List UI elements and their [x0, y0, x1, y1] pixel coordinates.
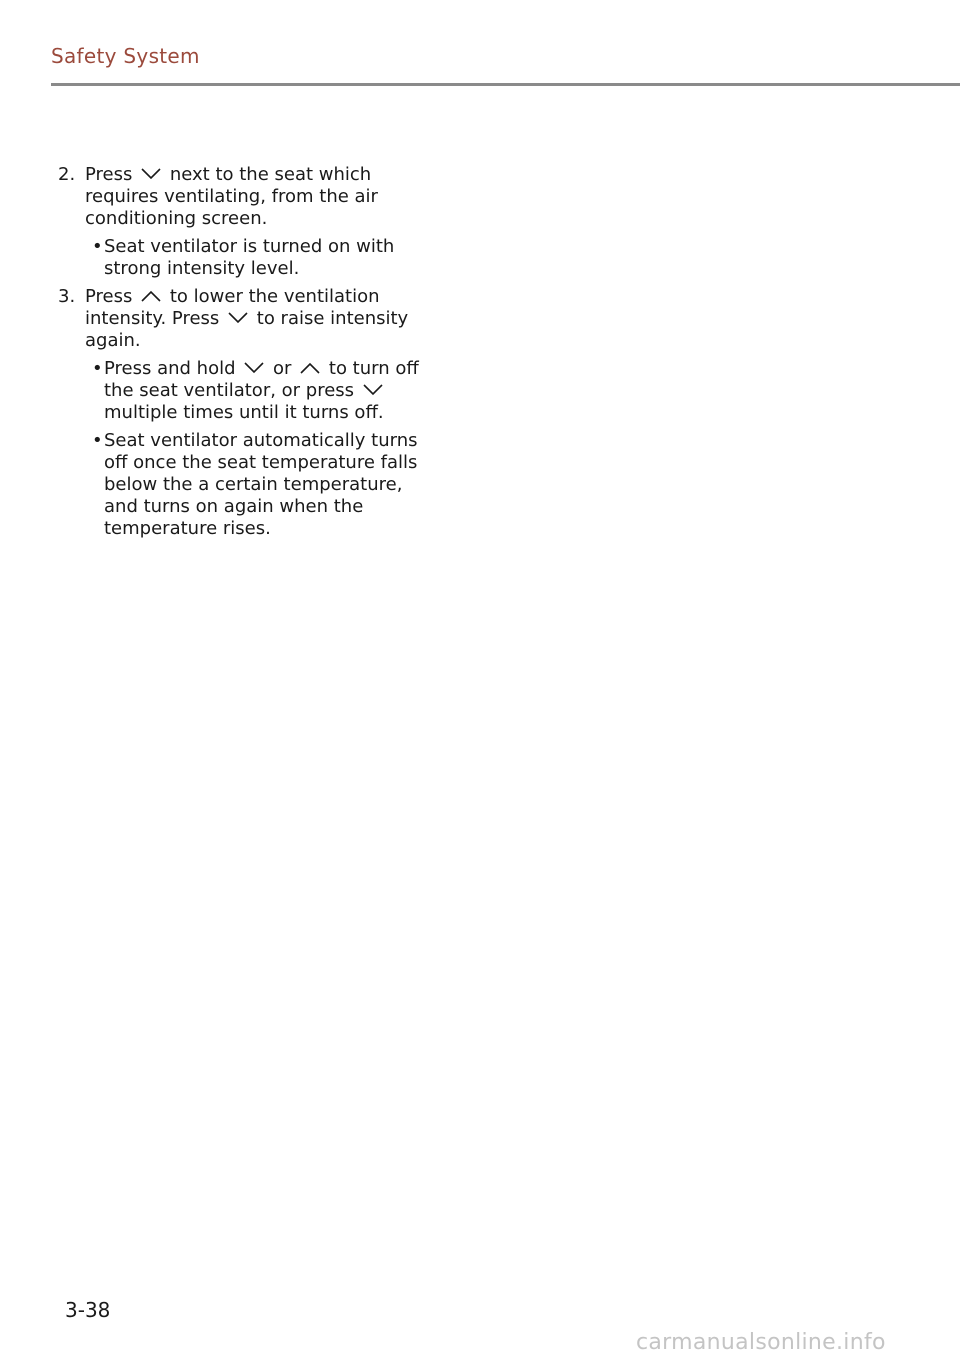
bullet-text: Press and hold	[104, 358, 236, 379]
watermark: carmanualsonline.info	[636, 1330, 886, 1355]
bullet-item	[85, 236, 438, 280]
step-number: 2.	[58, 164, 76, 185]
bullet-marker: •	[92, 236, 103, 257]
bullet-marker: •	[92, 358, 103, 379]
bullet-marker: •	[92, 430, 103, 451]
bullet-text: Seat ventilator is turned on with strong intensity level.	[104, 236, 395, 279]
chevron-down-icon	[140, 167, 162, 181]
chevron-down-icon	[362, 383, 384, 397]
step-text: to raise intensity again.	[85, 308, 409, 351]
page-number: 3-38	[65, 1298, 111, 1322]
step-text: next to the seat which requires ventilating, from the air conditioning screen.	[85, 164, 378, 229]
bullet-text: multiple times until it turns off.	[104, 402, 384, 423]
step-2	[58, 164, 438, 280]
step-text: Press	[85, 164, 133, 185]
bullet-text: or	[273, 358, 292, 379]
bullet-item	[85, 430, 438, 540]
section-header-title: Safety System	[51, 44, 200, 68]
step-text: Press	[85, 286, 133, 307]
chevron-down-icon	[227, 311, 249, 325]
bullet-item	[85, 358, 438, 424]
instruction-content	[58, 164, 438, 546]
chevron-up-icon	[140, 289, 162, 303]
step-text: to lower the ventilation intensity. Press	[85, 286, 380, 329]
step-3	[58, 286, 438, 540]
header-divider	[51, 83, 960, 86]
bullet-text: to turn off the seat ventilator, or press	[104, 358, 419, 401]
chevron-down-icon	[243, 361, 265, 375]
step-number: 3.	[58, 286, 76, 307]
chevron-up-icon	[299, 361, 321, 375]
bullet-text: Seat ventilator automatically turns off once the seat temperature falls below the a certain temperature, and turns on again when the temperature rises.	[104, 430, 418, 539]
